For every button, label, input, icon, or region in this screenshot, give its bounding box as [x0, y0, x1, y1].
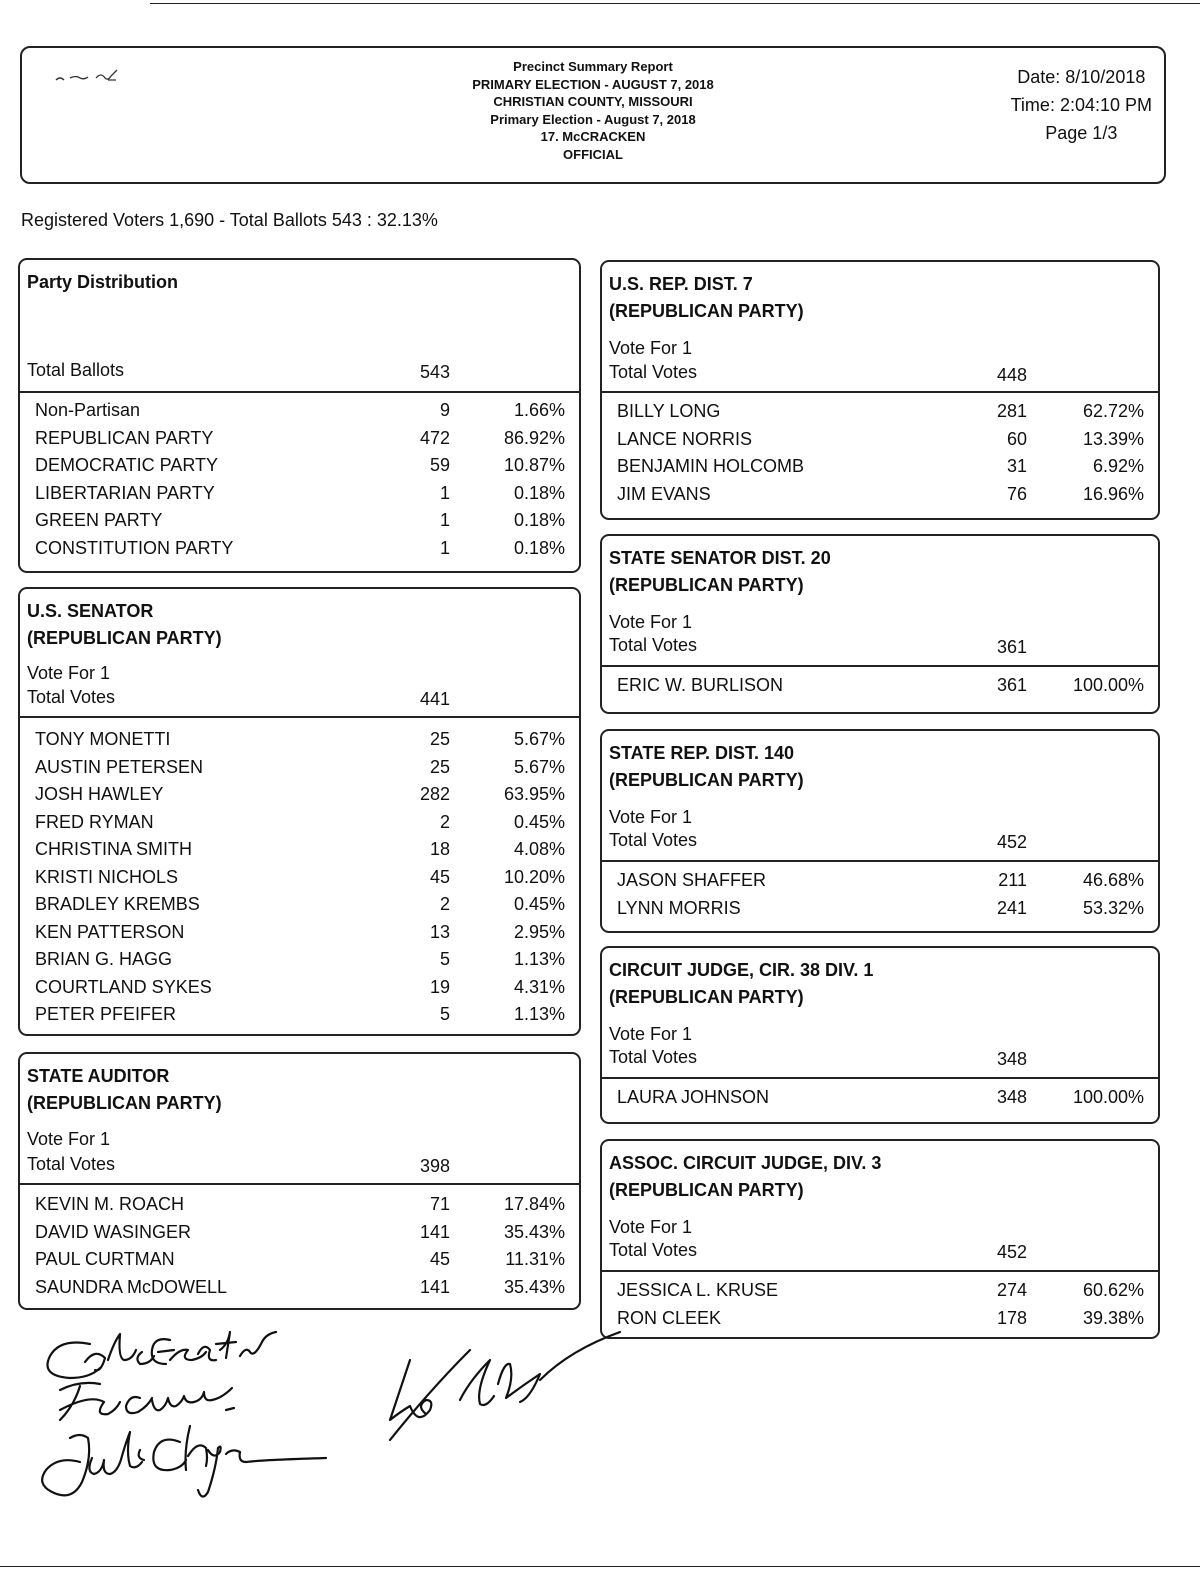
- total-votes-value: 398: [419, 1156, 450, 1176]
- candidate-votes: 348: [996, 1087, 1027, 1107]
- candidate-row: [20, 1277, 579, 1305]
- candidate-percent: 35.43%: [503, 1276, 565, 1297]
- signature-4: [390, 1332, 620, 1440]
- candidate-votes: 31: [1006, 456, 1027, 477]
- contest-title: [27, 598, 222, 652]
- candidate-name: SAUNDRA McDOWELL: [35, 1276, 228, 1297]
- report-title: Precinct Summary Report: [513, 59, 673, 74]
- candidate-votes: 281: [996, 401, 1027, 421]
- candidate-percent: 0.45%: [513, 894, 565, 914]
- candidate-votes: 141: [419, 1276, 450, 1297]
- total-votes-value: 441: [419, 689, 450, 709]
- state-senator-dist-20-box: [600, 534, 1160, 714]
- total-votes-label: Total Votes: [609, 1240, 698, 1260]
- total-votes-label: Total Votes: [609, 1047, 698, 1067]
- candidate-votes: 9: [439, 400, 450, 420]
- candidate-percent: 1.66%: [513, 400, 565, 420]
- election-subtitle: Primary Election - August 7, 2018: [490, 111, 696, 127]
- contest-title: [609, 957, 873, 1011]
- candidate-name: TONY MONETTI: [35, 729, 171, 749]
- candidate-votes: 45: [429, 866, 450, 887]
- vote-for-label: Vote For 1: [609, 338, 693, 358]
- candidate-name: JESSICA L. KRUSE: [617, 1280, 779, 1300]
- candidate-votes: 19: [429, 976, 450, 997]
- candidate-name: KEN PATTERSON: [35, 921, 185, 942]
- state-auditor-box: [18, 1052, 581, 1310]
- candidate-row: [602, 870, 1158, 898]
- candidate-percent: 35.43%: [503, 1221, 565, 1242]
- divider: [602, 1270, 1158, 1272]
- candidate-name: LAURA JOHNSON: [617, 1087, 770, 1107]
- box-title: Party Distribution: [27, 272, 179, 292]
- candidate-percent: 10.20%: [503, 866, 565, 887]
- contest-party: (REPUBLICAN PARTY): [609, 301, 804, 321]
- total-votes-label: Total Votes: [609, 635, 698, 655]
- candidate-votes: 2: [439, 811, 450, 832]
- candidate-name: ERIC W. BURLISON: [617, 675, 784, 695]
- candidate-name: PAUL CURTMAN: [35, 1249, 175, 1269]
- candidate-row: [20, 510, 579, 538]
- divider: [20, 391, 579, 393]
- candidate-percent: 0.18%: [513, 482, 565, 503]
- candidate-percent: 4.31%: [513, 976, 565, 997]
- candidate-percent: 0.45%: [513, 811, 565, 832]
- divider: [602, 665, 1158, 667]
- vote-for-label: Vote For 1: [27, 1129, 111, 1149]
- candidate-name: JOSH HAWLEY: [35, 784, 164, 804]
- candidate-votes: 5: [439, 1004, 450, 1024]
- candidate-name: CHRISTINA SMITH: [35, 839, 193, 859]
- candidate-votes: 1: [439, 482, 450, 503]
- contest-name: ASSOC. CIRCUIT JUDGE, DIV. 3: [609, 1153, 882, 1173]
- candidate-percent: 62.72%: [1082, 401, 1144, 421]
- candidate-row: [20, 867, 579, 895]
- candidate-row: [20, 949, 579, 977]
- candidate-row: [602, 898, 1158, 926]
- candidate-name: LIBERTARIAN PARTY: [35, 482, 215, 503]
- total-votes-value: 348: [996, 1049, 1027, 1069]
- vote-for-label: Vote For 1: [609, 1217, 693, 1237]
- candidate-row: [602, 1087, 1158, 1115]
- us-senator-box: [18, 587, 581, 1036]
- candidate-row: [602, 456, 1158, 484]
- candidate-votes: 178: [996, 1307, 1027, 1328]
- candidate-percent: 11.31%: [505, 1249, 565, 1269]
- state-rep-dist-140-box: [600, 729, 1160, 933]
- report-date: Date: 8/10/2018: [1017, 67, 1146, 87]
- candidate-name: COURTLAND SYKES: [35, 976, 212, 997]
- candidate-votes: 25: [429, 756, 450, 777]
- contest-party: (REPUBLICAN PARTY): [609, 770, 804, 790]
- candidate-row: [602, 675, 1158, 703]
- contest-party: (REPUBLICAN PARTY): [609, 987, 804, 1007]
- candidate-row: [20, 428, 579, 456]
- candidate-name: BILLY LONG: [617, 401, 721, 421]
- candidate-row: [20, 1004, 579, 1032]
- assoc-circuit-judge-box: [600, 1139, 1160, 1339]
- signature-2: [60, 1383, 234, 1420]
- total-votes-label: Total Votes: [27, 687, 116, 707]
- vote-for-label: Vote For 1: [609, 1024, 693, 1044]
- candidate-name: JIM EVANS: [617, 484, 711, 505]
- candidate-row: [602, 401, 1158, 429]
- candidate-percent: 4.08%: [513, 839, 565, 859]
- total-votes-value: 361: [996, 637, 1027, 657]
- candidate-row: [20, 1249, 579, 1277]
- bottom-rule: [0, 1566, 1200, 1567]
- candidate-votes: 2: [439, 894, 450, 914]
- report-header: [20, 46, 1166, 184]
- candidate-row: [602, 429, 1158, 457]
- vote-for-label: Vote For 1: [609, 612, 693, 632]
- candidate-row: [20, 538, 579, 566]
- contest-party: (REPUBLICAN PARTY): [27, 628, 222, 648]
- candidate-votes: 241: [996, 897, 1027, 918]
- candidate-votes: 1: [439, 537, 450, 558]
- vote-for-label: Vote For 1: [609, 807, 693, 827]
- total-votes-label: Total Votes: [609, 362, 698, 382]
- page-number: Page 1/3: [1045, 123, 1118, 143]
- candidate-votes: 1: [439, 510, 450, 530]
- candidate-row: [20, 839, 579, 867]
- contest-name: STATE SENATOR DIST. 20: [609, 548, 831, 568]
- report-title-block: [22, 58, 1164, 163]
- candidate-votes: 5: [439, 949, 450, 969]
- candidate-name: LANCE NORRIS: [617, 428, 753, 449]
- candidate-row: [20, 455, 579, 483]
- contest-title: [27, 1063, 222, 1117]
- candidate-row: [20, 400, 579, 428]
- candidate-votes: 361: [996, 675, 1027, 695]
- candidate-name: REPUBLICAN PARTY: [35, 427, 214, 448]
- candidate-name: Non-Partisan: [35, 400, 141, 420]
- top-rule: [150, 3, 1200, 4]
- candidate-votes: 13: [429, 921, 450, 942]
- candidate-row: [20, 757, 579, 785]
- contest-party: (REPUBLICAN PARTY): [609, 1180, 804, 1200]
- candidate-name: BRADLEY KREMBS: [35, 894, 200, 914]
- precinct-name: 17. McCRACKEN: [540, 129, 646, 144]
- candidate-votes: 45: [429, 1249, 450, 1269]
- signature-3: [42, 1426, 326, 1497]
- candidate-percent: 0.18%: [513, 510, 565, 530]
- candidate-percent: 17.84%: [503, 1194, 565, 1214]
- candidate-row: [602, 1308, 1158, 1336]
- candidate-votes: 472: [419, 427, 450, 448]
- candidate-votes: 18: [429, 839, 450, 859]
- candidate-name: BENJAMIN HOLCOMB: [617, 456, 805, 477]
- candidate-votes: 60: [1006, 428, 1027, 449]
- contest-title: [609, 1150, 881, 1204]
- candidate-row: [602, 484, 1158, 512]
- candidate-name: FRED RYMAN: [35, 811, 154, 832]
- candidate-name: PETER PFEIFER: [35, 1004, 177, 1024]
- candidate-percent: 86.92%: [503, 427, 565, 448]
- candidate-name: LYNN MORRIS: [617, 897, 741, 918]
- candidate-votes: 25: [429, 729, 450, 749]
- candidate-name: KRISTI NICHOLS: [35, 866, 179, 887]
- divider: [602, 1077, 1158, 1079]
- candidate-percent: 100.00%: [1072, 1087, 1144, 1107]
- contest-party: (REPUBLICAN PARTY): [27, 1093, 222, 1113]
- report-meta: [1011, 63, 1152, 147]
- candidate-row: [20, 729, 579, 757]
- total-votes-value: 452: [996, 832, 1027, 852]
- candidate-row: [602, 1280, 1158, 1308]
- candidate-name: GREEN PARTY: [35, 510, 163, 530]
- candidate-name: KEVIN M. ROACH: [35, 1194, 185, 1214]
- candidate-name: AUSTIN PETERSEN: [35, 756, 204, 777]
- divider: [20, 1183, 579, 1185]
- candidate-percent: 5.67%: [513, 756, 565, 777]
- contest-name: STATE REP. DIST. 140: [609, 743, 795, 763]
- candidate-row: [20, 1222, 579, 1250]
- contest-name: STATE AUDITOR: [27, 1066, 170, 1086]
- report-time: Time: 2:04:10 PM: [1010, 95, 1152, 115]
- candidate-percent: 39.38%: [1082, 1307, 1144, 1328]
- divider: [602, 860, 1158, 862]
- total-ballots-value: 543: [419, 362, 450, 382]
- contest-name: CIRCUIT JUDGE, CIR. 38 DIV. 1: [609, 960, 874, 980]
- vote-for-label: Vote For 1: [27, 663, 111, 683]
- total-votes-value: 452: [996, 1242, 1027, 1262]
- candidate-percent: 16.96%: [1082, 484, 1144, 505]
- candidate-votes: 274: [996, 1280, 1027, 1300]
- registered-voters-line: Registered Voters 1,690 - Total Ballots 543 : 32.13%: [21, 210, 438, 230]
- candidate-name: DEMOCRATIC PARTY: [35, 455, 219, 475]
- total-votes-label: Total Votes: [609, 830, 698, 850]
- signature-1: [48, 1332, 277, 1378]
- divider: [20, 716, 579, 718]
- candidate-percent: 46.68%: [1082, 870, 1144, 890]
- contest-party: (REPUBLICAN PARTY): [609, 575, 804, 595]
- candidate-name: BRIAN G. HAGG: [35, 949, 173, 969]
- party-distribution-box: [18, 258, 581, 573]
- candidate-row: [20, 812, 579, 840]
- candidate-votes: 211: [998, 870, 1027, 890]
- candidate-percent: 5.67%: [513, 729, 565, 749]
- total-votes-value: 448: [996, 365, 1027, 385]
- divider: [602, 391, 1158, 393]
- candidate-percent: 1.13%: [513, 1004, 565, 1024]
- total-votes-label: Total Votes: [27, 1154, 116, 1174]
- candidate-percent: 2.95%: [513, 921, 565, 942]
- candidate-name: RON CLEEK: [617, 1307, 722, 1328]
- candidate-percent: 0.18%: [513, 537, 565, 558]
- candidate-percent: 6.92%: [1092, 456, 1144, 477]
- contest-title: [609, 271, 804, 325]
- candidate-percent: 13.39%: [1082, 428, 1144, 449]
- candidate-percent: 100.00%: [1072, 675, 1144, 695]
- candidate-votes: 76: [1006, 484, 1027, 505]
- candidate-row: [20, 922, 579, 950]
- contest-name: U.S. SENATOR: [27, 601, 154, 621]
- handwritten-signatures: [30, 1330, 670, 1540]
- candidate-row: [20, 977, 579, 1005]
- candidate-percent: 1.13%: [513, 949, 565, 969]
- candidate-votes: 282: [419, 784, 450, 804]
- candidate-name: DAVID WASINGER: [35, 1221, 192, 1242]
- county-name: CHRISTIAN COUNTY, MISSOURI: [493, 94, 693, 109]
- candidate-percent: 53.32%: [1082, 897, 1144, 918]
- candidate-votes: 141: [419, 1221, 450, 1242]
- candidate-percent: 60.62%: [1082, 1280, 1144, 1300]
- candidate-percent: 63.95%: [503, 784, 565, 804]
- contest-title: [609, 740, 804, 794]
- contest-name: U.S. REP. DIST. 7: [609, 274, 753, 294]
- contest-title: [609, 545, 831, 599]
- candidate-name: CONSTITUTION PARTY: [35, 537, 234, 558]
- circuit-judge-box: [600, 946, 1160, 1124]
- report-status: OFFICIAL: [563, 146, 623, 162]
- candidate-row: [20, 784, 579, 812]
- candidate-percent: 10.87%: [503, 455, 565, 475]
- us-rep-dist-7-box: [600, 260, 1160, 520]
- candidate-row: [20, 894, 579, 922]
- candidate-votes: 71: [429, 1194, 450, 1214]
- total-ballots-label: Total Ballots: [27, 360, 125, 380]
- candidate-votes: 59: [429, 455, 450, 475]
- candidate-row: [20, 483, 579, 511]
- candidate-row: [20, 1194, 579, 1222]
- election-name: PRIMARY ELECTION - AUGUST 7, 2018: [472, 76, 714, 92]
- candidate-name: JASON SHAFFER: [617, 870, 767, 890]
